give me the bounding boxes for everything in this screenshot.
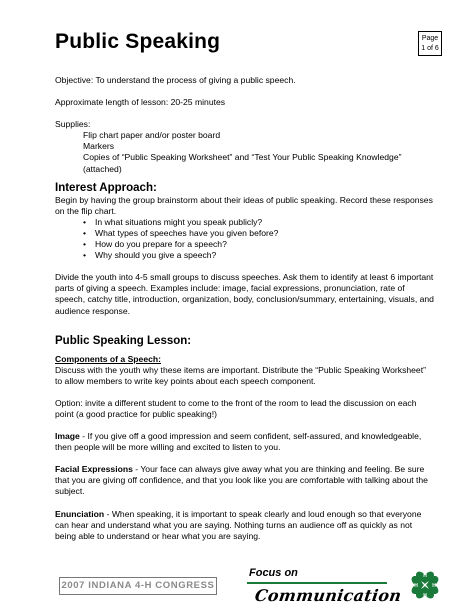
components-text: Discuss with the youth why these items are important. Distribute the “Public Speaking Worksheet” to allow members to write key points about each speech component. <box>55 364 426 386</box>
components-heading: Components of a Speech: <box>55 353 161 364</box>
lesson-heading: Public Speaking Lesson: <box>55 334 192 347</box>
facial-term: Facial Expressions <box>55 464 133 475</box>
image-term: Image <box>55 431 80 442</box>
bullet-item: • What types of speeches have you given before? <box>83 228 435 239</box>
svg-text:H: H <box>414 583 418 589</box>
facial-paragraph <box>55 464 435 497</box>
divide-paragraph: Divide the youth into 4-5 small groups to discuss speeches. Ask them to identify at least 6 important parts of giving a speech. Examples include: image, facial expressions, pronunciation, rate of speech, catchy title, introduction, organization, body, conclusion/summary, entertaining, visuals, and audience response. <box>55 272 434 316</box>
supplies-list <box>55 130 435 174</box>
facial-text: - Your face can always give away what you are thinking and feeling. Be sure that you are giving off confidence, and that you look like you are comfortable with talking about the subject. <box>55 464 428 497</box>
svg-text:H: H <box>432 583 436 589</box>
image-text: - If you give off a good impression and seem confident, self-assured, and knowledgeable, then people will be more willing and excited to listen to you. <box>55 431 422 453</box>
supply-item: Flip chart paper and/or poster board <box>83 130 221 141</box>
logo-rule <box>247 582 387 584</box>
document-body <box>55 75 435 542</box>
enunciation-term: Enunciation <box>55 508 105 519</box>
page-number-box <box>418 31 442 56</box>
supplies-heading: Supplies: <box>55 119 91 130</box>
svg-text:H: H <box>423 573 427 579</box>
option-paragraph: Option: invite a different student to come to the front of the room to lead the discussion on each point (a good practice for public speaking!) <box>55 397 417 419</box>
bullet-item: • How do you prepare for a speech? <box>83 239 435 250</box>
bullet-item: • Why should you give a speech? <box>83 250 435 261</box>
enunciation-text: - When speaking, it is important to speak clearly and loud enough so that everyone can hear and understand what you are saying. Nothing turns an audience off as quickly as not being able to understand or hear what you are saying. <box>55 508 422 541</box>
focus-on-communication-logo <box>247 566 403 606</box>
interest-heading: Interest Approach: <box>55 181 157 194</box>
lesson-length-text: Approximate length of lesson: 20-25 minutes <box>55 97 226 108</box>
congress-footer: 2007 INDIANA 4-H CONGRESS <box>59 577 217 595</box>
supply-item: Copies of “Public Speaking Worksheet” and “Test Your Public Speaking Knowledge” (attached) <box>83 152 402 174</box>
page-title: Public Speaking <box>55 30 221 53</box>
interest-intro: Begin by having the group brainstorm about their ideas of public speaking. Record these responses on the flip chart. <box>55 194 433 216</box>
page-label: Page <box>421 35 439 42</box>
supply-item: Markers <box>83 141 115 152</box>
interest-bullets <box>55 217 435 261</box>
four-leaf-clover-icon <box>408 568 442 602</box>
focus-on-text: Focus on <box>249 567 298 579</box>
enunciation-paragraph <box>55 509 435 542</box>
svg-text:H: H <box>423 593 427 599</box>
communication-text: Communication <box>253 586 403 605</box>
bullet-item: • In what situations might you speak publicly? <box>83 217 435 228</box>
objective-text: Objective: To understand the process of giving a public speech. <box>55 75 296 85</box>
image-paragraph <box>55 431 435 453</box>
page-count: 1 of 6 <box>421 45 439 52</box>
